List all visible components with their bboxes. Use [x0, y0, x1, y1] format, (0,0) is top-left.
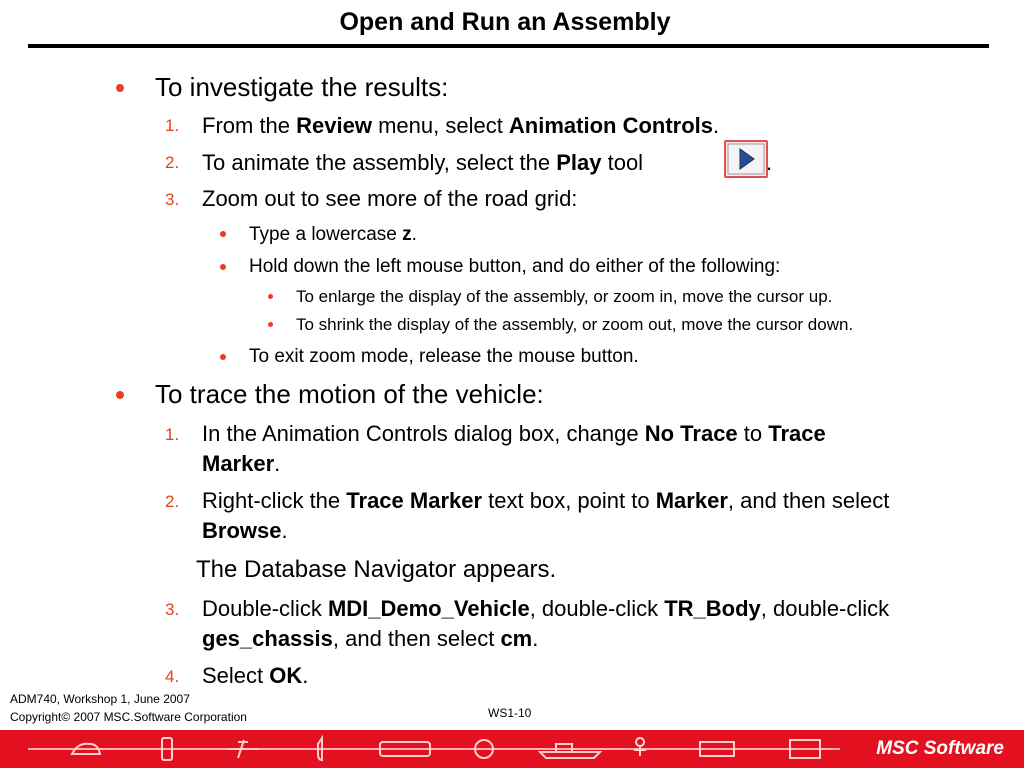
step-number: 2. [165, 153, 180, 172]
bullet-dot [116, 391, 124, 399]
step-play-period: . [766, 150, 773, 175]
footer-page-number: WS1-10 [488, 706, 532, 720]
step-right-click: Right-click the Trace Marker text box, point to Marker, and then select [202, 488, 890, 513]
step-number: 1. [165, 116, 180, 135]
step-select-ok: Select OK. [202, 663, 309, 688]
sub-exit-zoom: To exit zoom mode, release the mouse button. [249, 346, 639, 367]
sub-bullet-dot [220, 231, 226, 237]
step-right-click-cont: Browse. [202, 518, 288, 543]
title-divider [28, 44, 989, 48]
step-double-click-cont: ges_chassis, and then select cm. [202, 626, 539, 651]
slide-title: Open and Run an Assembly [339, 8, 671, 36]
footer-brand-bar [0, 730, 1024, 768]
sub-sub-zoom-in: To enlarge the display of the assembly, or zoom in, move the cursor up. [296, 287, 833, 306]
play-tool-icon [726, 142, 766, 176]
step-number: 4. [165, 667, 180, 686]
step-review-menu: From the Review menu, select Animation Controls. [202, 113, 720, 138]
step-number: 2. [165, 492, 180, 511]
sub-sub-bullet-dot [268, 322, 273, 327]
bullet-trace-motion: To trace the motion of the vehicle: [155, 379, 544, 409]
step-change-trace-cont: Marker. [202, 451, 281, 476]
bullet-dot [116, 84, 124, 92]
sub-sub-bullet-dot [268, 294, 273, 299]
sub-type-z: Type a lowercase z. [249, 224, 417, 245]
step-play-tool: To animate the assembly, select the Play tool [202, 150, 644, 175]
step-zoom-out: Zoom out to see more of the road grid: [202, 186, 578, 211]
bullet-investigate: To investigate the results: [155, 72, 449, 102]
play-tool-button[interactable] [724, 140, 768, 178]
navigator-appears-note: The Database Navigator appears. [196, 556, 557, 583]
sub-hold-mouse: Hold down the left mouse button, and do either of the following: [249, 256, 781, 277]
sub-bullet-dot [220, 264, 226, 270]
step-change-trace: In the Animation Controls dialog box, change No Trace to Trace [202, 421, 826, 446]
footer-copyright: Copyright© 2007 MSC.Software Corporation [10, 710, 247, 724]
footer-course: ADM740, Workshop 1, June 2007 [10, 692, 190, 706]
industry-icons-strip [0, 730, 860, 768]
step-double-click: Double-click MDI_Demo_Vehicle, double-click TR_Body, double-click [202, 596, 890, 621]
msc-software-logo: MSC Software [876, 738, 1004, 759]
sub-bullet-dot [220, 354, 226, 360]
step-number: 3. [165, 600, 180, 619]
step-number: 1. [165, 425, 180, 444]
airplane-icon [228, 740, 258, 758]
ship-icon [540, 744, 600, 758]
person-icon [634, 738, 646, 756]
step-number: 3. [165, 190, 180, 209]
sub-sub-zoom-out: To shrink the display of the assembly, or zoom out, move the cursor down. [296, 315, 854, 334]
